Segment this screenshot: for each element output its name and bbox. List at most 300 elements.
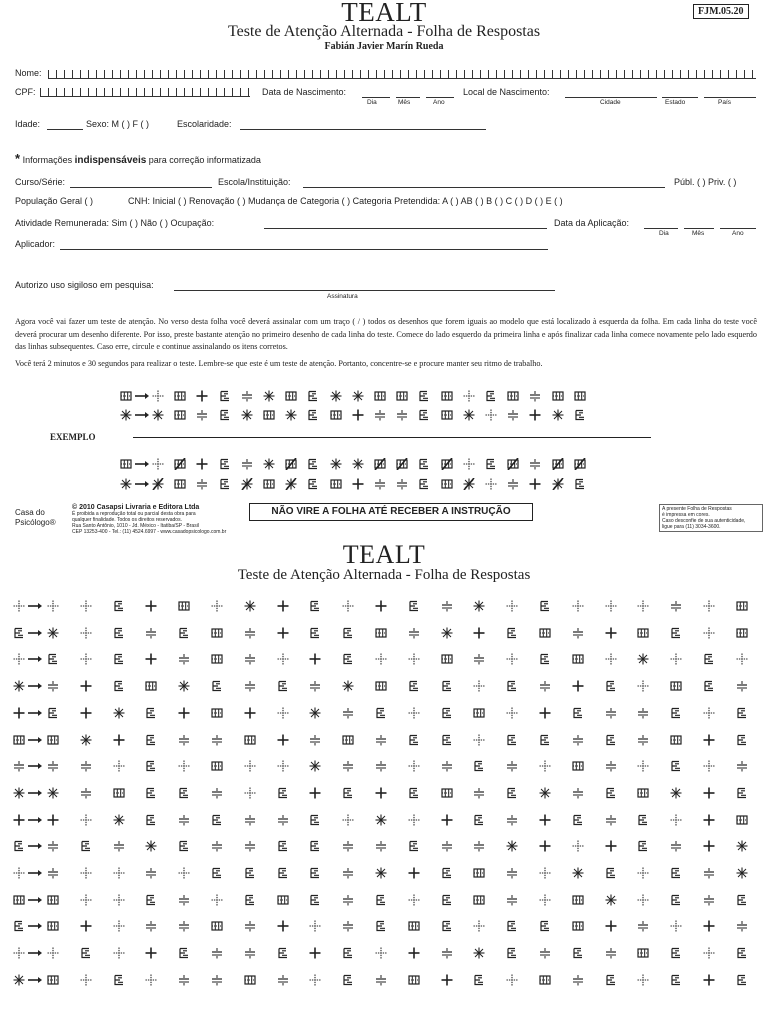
dotted-cross-icon[interactable] bbox=[113, 760, 125, 772]
stepped-e-icon[interactable] bbox=[637, 814, 649, 826]
divide-icon[interactable] bbox=[342, 867, 354, 879]
grid-box-icon[interactable] bbox=[178, 600, 190, 612]
stepped-e-icon[interactable] bbox=[219, 478, 231, 490]
stepped-e-icon[interactable] bbox=[441, 707, 453, 719]
stepped-e-icon[interactable] bbox=[178, 627, 190, 639]
dotted-cross-icon[interactable] bbox=[113, 920, 125, 932]
stepped-e-icon[interactable] bbox=[637, 840, 649, 852]
hatched-star-icon[interactable] bbox=[441, 627, 453, 639]
stepped-e-icon[interactable] bbox=[736, 947, 748, 959]
divide-icon[interactable] bbox=[375, 760, 387, 772]
stepped-e-icon[interactable] bbox=[441, 734, 453, 746]
grid-box-icon[interactable] bbox=[47, 920, 59, 932]
stepped-e-icon[interactable] bbox=[309, 600, 321, 612]
stepped-e-icon[interactable] bbox=[80, 947, 92, 959]
divide-icon[interactable] bbox=[145, 867, 157, 879]
divide-icon[interactable] bbox=[506, 894, 518, 906]
plus-icon[interactable] bbox=[309, 653, 321, 665]
dotted-cross-icon[interactable] bbox=[277, 760, 289, 772]
plus-icon[interactable] bbox=[145, 600, 157, 612]
dotted-cross-icon[interactable] bbox=[637, 680, 649, 692]
grid-box-icon[interactable] bbox=[670, 734, 682, 746]
grid-box-icon[interactable] bbox=[277, 894, 289, 906]
hatched-star-icon[interactable] bbox=[463, 409, 475, 421]
stepped-e-icon[interactable] bbox=[605, 867, 617, 879]
stepped-e-icon[interactable] bbox=[506, 920, 518, 932]
hatched-star-icon[interactable] bbox=[375, 814, 387, 826]
grid-box-icon[interactable] bbox=[396, 390, 408, 402]
divide-icon[interactable] bbox=[309, 680, 321, 692]
dotted-cross-icon[interactable] bbox=[152, 390, 164, 402]
divide-icon[interactable] bbox=[637, 920, 649, 932]
stepped-e-icon[interactable] bbox=[441, 894, 453, 906]
stepped-e-icon[interactable] bbox=[219, 458, 231, 470]
divide-icon[interactable] bbox=[244, 840, 256, 852]
dotted-cross-icon[interactable] bbox=[152, 458, 164, 470]
grid-box-icon[interactable] bbox=[507, 458, 519, 470]
stepped-e-icon[interactable] bbox=[80, 840, 92, 852]
stepped-e-icon[interactable] bbox=[219, 390, 231, 402]
stepped-e-icon[interactable] bbox=[145, 787, 157, 799]
dotted-cross-icon[interactable] bbox=[703, 600, 715, 612]
stepped-e-icon[interactable] bbox=[736, 894, 748, 906]
hatched-star-icon[interactable] bbox=[309, 707, 321, 719]
stepped-e-icon[interactable] bbox=[309, 814, 321, 826]
hatched-star-icon[interactable] bbox=[552, 409, 564, 421]
dotted-cross-icon[interactable] bbox=[375, 653, 387, 665]
divide-icon[interactable] bbox=[506, 760, 518, 772]
plus-icon[interactable] bbox=[441, 974, 453, 986]
stepped-e-icon[interactable] bbox=[605, 680, 617, 692]
stepped-e-icon[interactable] bbox=[506, 680, 518, 692]
stepped-e-icon[interactable] bbox=[408, 680, 420, 692]
plus-icon[interactable] bbox=[703, 974, 715, 986]
hatched-star-icon[interactable] bbox=[637, 653, 649, 665]
stepped-e-icon[interactable] bbox=[736, 734, 748, 746]
stepped-e-icon[interactable] bbox=[736, 787, 748, 799]
hatched-star-icon[interactable] bbox=[113, 707, 125, 719]
hatched-star-icon[interactable] bbox=[552, 478, 564, 490]
grid-box-icon[interactable] bbox=[47, 974, 59, 986]
stepped-e-icon[interactable] bbox=[441, 680, 453, 692]
dotted-cross-icon[interactable] bbox=[113, 867, 125, 879]
grid-box-icon[interactable] bbox=[145, 680, 157, 692]
dotted-cross-icon[interactable] bbox=[277, 707, 289, 719]
hatched-star-icon[interactable] bbox=[47, 627, 59, 639]
divide-icon[interactable] bbox=[605, 947, 617, 959]
stepped-e-icon[interactable] bbox=[211, 867, 223, 879]
divide-icon[interactable] bbox=[178, 734, 190, 746]
stepped-e-icon[interactable] bbox=[506, 787, 518, 799]
divide-icon[interactable] bbox=[145, 627, 157, 639]
grid-box-icon[interactable] bbox=[637, 787, 649, 799]
stepped-e-icon[interactable] bbox=[441, 920, 453, 932]
divide-icon[interactable] bbox=[670, 600, 682, 612]
dotted-cross-icon[interactable] bbox=[485, 478, 497, 490]
plus-icon[interactable] bbox=[408, 867, 420, 879]
divide-icon[interactable] bbox=[375, 840, 387, 852]
plus-icon[interactable] bbox=[375, 600, 387, 612]
grid-box-icon[interactable] bbox=[113, 787, 125, 799]
grid-box-icon[interactable] bbox=[174, 409, 186, 421]
dotted-cross-icon[interactable] bbox=[375, 947, 387, 959]
grid-box-icon[interactable] bbox=[736, 627, 748, 639]
stepped-e-icon[interactable] bbox=[145, 707, 157, 719]
plus-icon[interactable] bbox=[408, 947, 420, 959]
dotted-cross-icon[interactable] bbox=[703, 760, 715, 772]
dotted-cross-icon[interactable] bbox=[703, 627, 715, 639]
stepped-e-icon[interactable] bbox=[277, 840, 289, 852]
stepped-e-icon[interactable] bbox=[605, 734, 617, 746]
hatched-star-icon[interactable] bbox=[539, 787, 551, 799]
stepped-e-icon[interactable] bbox=[670, 707, 682, 719]
divide-icon[interactable] bbox=[703, 894, 715, 906]
dotted-cross-icon[interactable] bbox=[473, 734, 485, 746]
stepped-e-icon[interactable] bbox=[506, 734, 518, 746]
dotted-cross-icon[interactable] bbox=[670, 653, 682, 665]
stepped-e-icon[interactable] bbox=[670, 627, 682, 639]
divide-icon[interactable] bbox=[539, 947, 551, 959]
grid-box-icon[interactable] bbox=[342, 734, 354, 746]
divide-icon[interactable] bbox=[211, 974, 223, 986]
dotted-cross-icon[interactable] bbox=[637, 867, 649, 879]
stepped-e-icon[interactable] bbox=[485, 390, 497, 402]
plus-icon[interactable] bbox=[244, 707, 256, 719]
pais-field[interactable] bbox=[704, 97, 756, 98]
stepped-e-icon[interactable] bbox=[309, 867, 321, 879]
dotted-cross-icon[interactable] bbox=[178, 867, 190, 879]
stepped-e-icon[interactable] bbox=[670, 974, 682, 986]
divide-icon[interactable] bbox=[211, 734, 223, 746]
divide-icon[interactable] bbox=[80, 787, 92, 799]
divide-icon[interactable] bbox=[408, 627, 420, 639]
divide-icon[interactable] bbox=[178, 920, 190, 932]
hatched-star-icon[interactable] bbox=[80, 734, 92, 746]
stepped-e-icon[interactable] bbox=[506, 627, 518, 639]
divide-icon[interactable] bbox=[47, 867, 59, 879]
grid-box-icon[interactable] bbox=[396, 458, 408, 470]
divide-icon[interactable] bbox=[342, 920, 354, 932]
dotted-cross-icon[interactable] bbox=[211, 600, 223, 612]
grid-box-icon[interactable] bbox=[263, 409, 275, 421]
dotted-cross-icon[interactable] bbox=[605, 653, 617, 665]
stepped-e-icon[interactable] bbox=[307, 458, 319, 470]
cidade-field[interactable] bbox=[565, 97, 657, 98]
stepped-e-icon[interactable] bbox=[211, 814, 223, 826]
divide-icon[interactable] bbox=[196, 478, 208, 490]
grid-box-icon[interactable] bbox=[374, 390, 386, 402]
stepped-e-icon[interactable] bbox=[574, 478, 586, 490]
dotted-cross-icon[interactable] bbox=[47, 600, 59, 612]
divide-icon[interactable] bbox=[342, 840, 354, 852]
divide-icon[interactable] bbox=[703, 867, 715, 879]
divide-icon[interactable] bbox=[572, 974, 584, 986]
hatched-star-icon[interactable] bbox=[241, 409, 253, 421]
plus-icon[interactable] bbox=[113, 734, 125, 746]
grid-box-icon[interactable] bbox=[539, 974, 551, 986]
plus-icon[interactable] bbox=[473, 627, 485, 639]
divide-icon[interactable] bbox=[211, 840, 223, 852]
divide-icon[interactable] bbox=[196, 409, 208, 421]
stepped-e-icon[interactable] bbox=[277, 787, 289, 799]
stepped-e-icon[interactable] bbox=[307, 478, 319, 490]
grid-box-icon[interactable] bbox=[736, 600, 748, 612]
stepped-e-icon[interactable] bbox=[408, 840, 420, 852]
cnh-options[interactable]: CNH: Inicial ( ) Renovação ( ) Mudança de Categoria ( ) Categoria Pretendida: A ( ) AB ( ) B ( ) C ( ) D ( ) E ( ) bbox=[128, 196, 563, 206]
stepped-e-icon[interactable] bbox=[605, 787, 617, 799]
divide-icon[interactable] bbox=[374, 409, 386, 421]
grid-box-icon[interactable] bbox=[174, 458, 186, 470]
stepped-e-icon[interactable] bbox=[408, 787, 420, 799]
stepped-e-icon[interactable] bbox=[441, 867, 453, 879]
divide-icon[interactable] bbox=[507, 478, 519, 490]
divide-icon[interactable] bbox=[211, 787, 223, 799]
divide-icon[interactable] bbox=[178, 653, 190, 665]
dotted-cross-icon[interactable] bbox=[572, 600, 584, 612]
divide-icon[interactable] bbox=[736, 920, 748, 932]
divide-icon[interactable] bbox=[529, 390, 541, 402]
divide-icon[interactable] bbox=[441, 760, 453, 772]
dotted-cross-icon[interactable] bbox=[80, 894, 92, 906]
dotted-cross-icon[interactable] bbox=[736, 653, 748, 665]
stepped-e-icon[interactable] bbox=[244, 867, 256, 879]
cpf-field[interactable] bbox=[40, 88, 250, 97]
dotted-cross-icon[interactable] bbox=[309, 920, 321, 932]
stepped-e-icon[interactable] bbox=[418, 409, 430, 421]
plus-icon[interactable] bbox=[196, 458, 208, 470]
hatched-star-icon[interactable] bbox=[263, 458, 275, 470]
hatched-star-icon[interactable] bbox=[352, 390, 364, 402]
stepped-e-icon[interactable] bbox=[47, 653, 59, 665]
grid-box-icon[interactable] bbox=[285, 390, 297, 402]
divide-icon[interactable] bbox=[637, 734, 649, 746]
grid-box-icon[interactable] bbox=[441, 409, 453, 421]
dotted-cross-icon[interactable] bbox=[703, 707, 715, 719]
divide-icon[interactable] bbox=[309, 734, 321, 746]
plus-icon[interactable] bbox=[80, 920, 92, 932]
nome-field[interactable] bbox=[48, 70, 756, 79]
plus-icon[interactable] bbox=[605, 920, 617, 932]
grid-box-icon[interactable] bbox=[263, 478, 275, 490]
grid-box-icon[interactable] bbox=[47, 894, 59, 906]
stepped-e-icon[interactable] bbox=[113, 680, 125, 692]
plus-icon[interactable] bbox=[352, 478, 364, 490]
escola-field[interactable] bbox=[303, 187, 665, 188]
divide-icon[interactable] bbox=[178, 814, 190, 826]
plus-icon[interactable] bbox=[309, 787, 321, 799]
divide-icon[interactable] bbox=[507, 409, 519, 421]
divide-icon[interactable] bbox=[244, 920, 256, 932]
hatched-star-icon[interactable] bbox=[670, 787, 682, 799]
divide-icon[interactable] bbox=[374, 478, 386, 490]
dotted-cross-icon[interactable] bbox=[605, 600, 617, 612]
hatched-star-icon[interactable] bbox=[463, 478, 475, 490]
escolaridade-field[interactable] bbox=[240, 129, 486, 130]
grid-box-icon[interactable] bbox=[572, 920, 584, 932]
stepped-e-icon[interactable] bbox=[309, 840, 321, 852]
plus-icon[interactable] bbox=[277, 734, 289, 746]
dotted-cross-icon[interactable] bbox=[637, 894, 649, 906]
stepped-e-icon[interactable] bbox=[277, 867, 289, 879]
stepped-e-icon[interactable] bbox=[211, 680, 223, 692]
dotted-cross-icon[interactable] bbox=[309, 974, 321, 986]
stepped-e-icon[interactable] bbox=[539, 600, 551, 612]
grid-box-icon[interactable] bbox=[244, 974, 256, 986]
divide-icon[interactable] bbox=[473, 653, 485, 665]
grid-box-icon[interactable] bbox=[574, 458, 586, 470]
divide-icon[interactable] bbox=[342, 760, 354, 772]
nascimento-mes-field[interactable] bbox=[396, 97, 420, 98]
divide-icon[interactable] bbox=[211, 947, 223, 959]
stepped-e-icon[interactable] bbox=[485, 458, 497, 470]
dotted-cross-icon[interactable] bbox=[670, 814, 682, 826]
grid-box-icon[interactable] bbox=[572, 894, 584, 906]
stepped-e-icon[interactable] bbox=[670, 947, 682, 959]
dotted-cross-icon[interactable] bbox=[485, 409, 497, 421]
divide-icon[interactable] bbox=[244, 680, 256, 692]
dotted-cross-icon[interactable] bbox=[211, 894, 223, 906]
divide-icon[interactable] bbox=[572, 734, 584, 746]
grid-box-icon[interactable] bbox=[670, 680, 682, 692]
stepped-e-icon[interactable] bbox=[408, 734, 420, 746]
stepped-e-icon[interactable] bbox=[572, 814, 584, 826]
dotted-cross-icon[interactable] bbox=[463, 390, 475, 402]
stepped-e-icon[interactable] bbox=[307, 390, 319, 402]
plus-icon[interactable] bbox=[145, 653, 157, 665]
plus-icon[interactable] bbox=[375, 787, 387, 799]
plus-icon[interactable] bbox=[47, 814, 59, 826]
stepped-e-icon[interactable] bbox=[113, 653, 125, 665]
divide-icon[interactable] bbox=[736, 760, 748, 772]
grid-box-icon[interactable] bbox=[47, 734, 59, 746]
stepped-e-icon[interactable] bbox=[342, 947, 354, 959]
stepped-e-icon[interactable] bbox=[277, 947, 289, 959]
divide-icon[interactable] bbox=[277, 814, 289, 826]
grid-box-icon[interactable] bbox=[375, 680, 387, 692]
divide-icon[interactable] bbox=[539, 680, 551, 692]
stepped-e-icon[interactable] bbox=[539, 920, 551, 932]
plus-icon[interactable] bbox=[145, 947, 157, 959]
dotted-cross-icon[interactable] bbox=[637, 974, 649, 986]
plus-icon[interactable] bbox=[539, 707, 551, 719]
grid-box-icon[interactable] bbox=[637, 627, 649, 639]
divide-icon[interactable] bbox=[47, 840, 59, 852]
stepped-e-icon[interactable] bbox=[342, 787, 354, 799]
plus-icon[interactable] bbox=[352, 409, 364, 421]
plus-icon[interactable] bbox=[277, 627, 289, 639]
assinatura-field[interactable] bbox=[174, 290, 555, 291]
stepped-e-icon[interactable] bbox=[342, 653, 354, 665]
hatched-star-icon[interactable] bbox=[152, 478, 164, 490]
stepped-e-icon[interactable] bbox=[418, 478, 430, 490]
stepped-e-icon[interactable] bbox=[145, 734, 157, 746]
stepped-e-icon[interactable] bbox=[572, 947, 584, 959]
plus-icon[interactable] bbox=[539, 840, 551, 852]
grid-box-icon[interactable] bbox=[211, 760, 223, 772]
hatched-star-icon[interactable] bbox=[605, 894, 617, 906]
grid-box-icon[interactable] bbox=[473, 894, 485, 906]
grid-box-icon[interactable] bbox=[211, 920, 223, 932]
divide-icon[interactable] bbox=[244, 653, 256, 665]
stepped-e-icon[interactable] bbox=[113, 627, 125, 639]
stepped-e-icon[interactable] bbox=[145, 894, 157, 906]
grid-box-icon[interactable] bbox=[408, 974, 420, 986]
plus-icon[interactable] bbox=[178, 707, 190, 719]
divide-icon[interactable] bbox=[277, 974, 289, 986]
plus-icon[interactable] bbox=[605, 840, 617, 852]
plus-icon[interactable] bbox=[703, 787, 715, 799]
hatched-star-icon[interactable] bbox=[47, 787, 59, 799]
dotted-cross-icon[interactable] bbox=[80, 627, 92, 639]
divide-icon[interactable] bbox=[396, 409, 408, 421]
dotted-cross-icon[interactable] bbox=[80, 814, 92, 826]
stepped-e-icon[interactable] bbox=[178, 787, 190, 799]
nascimento-ano-field[interactable] bbox=[426, 97, 454, 98]
dotted-cross-icon[interactable] bbox=[473, 920, 485, 932]
hatched-star-icon[interactable] bbox=[178, 680, 190, 692]
divide-icon[interactable] bbox=[572, 627, 584, 639]
hatched-star-icon[interactable] bbox=[244, 600, 256, 612]
stepped-e-icon[interactable] bbox=[178, 840, 190, 852]
grid-box-icon[interactable] bbox=[375, 627, 387, 639]
grid-box-icon[interactable] bbox=[736, 814, 748, 826]
hatched-star-icon[interactable] bbox=[330, 458, 342, 470]
grid-box-icon[interactable] bbox=[441, 787, 453, 799]
divide-icon[interactable] bbox=[241, 458, 253, 470]
dotted-cross-icon[interactable] bbox=[80, 600, 92, 612]
stepped-e-icon[interactable] bbox=[178, 947, 190, 959]
stepped-e-icon[interactable] bbox=[473, 974, 485, 986]
dotted-cross-icon[interactable] bbox=[506, 653, 518, 665]
stepped-e-icon[interactable] bbox=[375, 707, 387, 719]
stepped-e-icon[interactable] bbox=[145, 760, 157, 772]
divide-icon[interactable] bbox=[80, 760, 92, 772]
stepped-e-icon[interactable] bbox=[574, 409, 586, 421]
stepped-e-icon[interactable] bbox=[309, 894, 321, 906]
plus-icon[interactable] bbox=[277, 920, 289, 932]
dotted-cross-icon[interactable] bbox=[506, 974, 518, 986]
grid-box-icon[interactable] bbox=[507, 390, 519, 402]
plus-icon[interactable] bbox=[529, 478, 541, 490]
hatched-star-icon[interactable] bbox=[330, 390, 342, 402]
aplicacao-mes-field[interactable] bbox=[684, 228, 714, 229]
grid-box-icon[interactable] bbox=[330, 478, 342, 490]
dotted-cross-icon[interactable] bbox=[408, 814, 420, 826]
stepped-e-icon[interactable] bbox=[408, 600, 420, 612]
sexo-options[interactable]: Sexo: M ( ) F ( ) bbox=[86, 119, 149, 129]
hatched-star-icon[interactable] bbox=[736, 867, 748, 879]
stepped-e-icon[interactable] bbox=[113, 974, 125, 986]
stepped-e-icon[interactable] bbox=[670, 867, 682, 879]
hatched-star-icon[interactable] bbox=[241, 478, 253, 490]
hatched-star-icon[interactable] bbox=[375, 867, 387, 879]
dotted-cross-icon[interactable] bbox=[277, 653, 289, 665]
stepped-e-icon[interactable] bbox=[375, 894, 387, 906]
grid-box-icon[interactable] bbox=[211, 707, 223, 719]
dotted-cross-icon[interactable] bbox=[80, 974, 92, 986]
stepped-e-icon[interactable] bbox=[277, 680, 289, 692]
stepped-e-icon[interactable] bbox=[418, 458, 430, 470]
grid-box-icon[interactable] bbox=[441, 458, 453, 470]
stepped-e-icon[interactable] bbox=[342, 627, 354, 639]
divide-icon[interactable] bbox=[605, 707, 617, 719]
aplicacao-ano-field[interactable] bbox=[720, 228, 756, 229]
ocupacao-field[interactable] bbox=[264, 228, 547, 229]
divide-icon[interactable] bbox=[178, 894, 190, 906]
grid-box-icon[interactable] bbox=[285, 458, 297, 470]
plus-icon[interactable] bbox=[539, 814, 551, 826]
plus-icon[interactable] bbox=[703, 814, 715, 826]
